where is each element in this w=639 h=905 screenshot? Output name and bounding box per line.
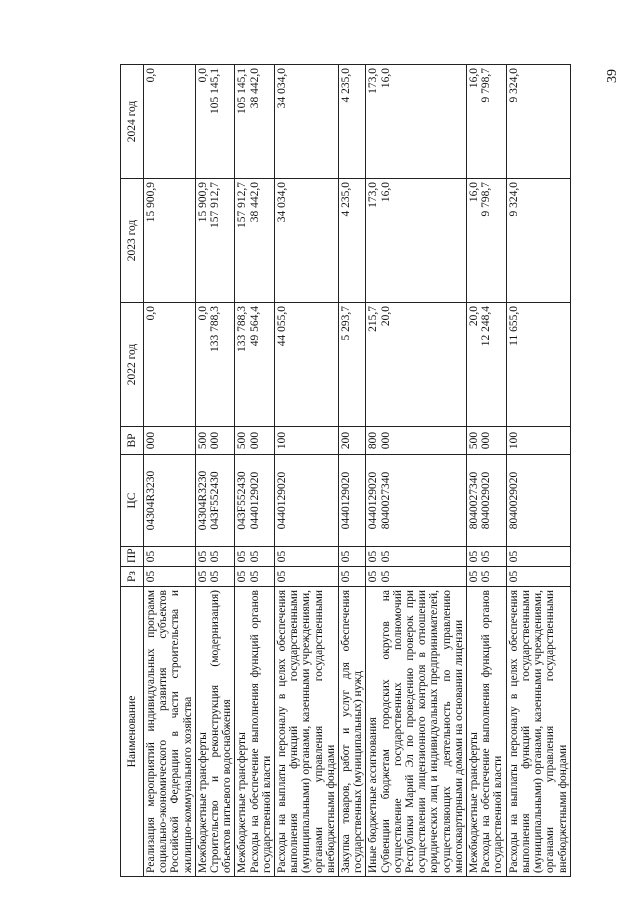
row-rz (195, 567, 235, 587)
row-name (275, 587, 339, 877)
row-2024 (195, 65, 235, 179)
row-name-line: Расходы на выплаты персоналу в целях обеспечения выполнения функций государственными (муниципальными) органами, казенными учреждениями, органами управления государственными внебюджетными фондами (507, 590, 569, 873)
row-2023 (144, 179, 196, 303)
row-vr (506, 427, 570, 455)
row-2023-line: 16,0 (468, 182, 481, 203)
row-cs (366, 455, 467, 547)
row-2023-line: 157 912,7 (236, 182, 249, 228)
row-2022-line: 215,7 (367, 306, 380, 332)
row-name-line: Расходы на выплаты персоналу в целях обеспечения выполнения функций государственными (муниципальными) органами, казенными учреждениями, органами управления государственными внебюджетными фондами (276, 590, 337, 873)
row-vr-line: 000 (209, 431, 222, 450)
row-pr (195, 547, 235, 567)
row-vr-line: 500 (196, 431, 209, 450)
row-2023 (506, 179, 570, 303)
row-2024 (275, 65, 339, 179)
row-2022-line: 133 788,3 (236, 306, 249, 352)
row-pr (467, 547, 507, 567)
row-cs-line: 043F552430 (209, 471, 222, 530)
row-cs-line: 04304R3230 (196, 470, 209, 531)
row-vr-line: 000 (248, 431, 261, 450)
table-row (366, 65, 467, 877)
row-vr (339, 427, 366, 455)
row-cs-line: 8040029020 (507, 471, 520, 530)
row-2024-line: 105 145,1 (209, 68, 222, 114)
row-rz-line: 05 (340, 570, 353, 583)
row-vr (467, 427, 507, 455)
table-header-row (121, 65, 144, 877)
budget-table (120, 64, 571, 877)
row-name (195, 587, 235, 877)
row-2023 (275, 179, 339, 303)
row-pr-line: 05 (480, 550, 493, 563)
row-2024-line: 38 442,0 (248, 68, 261, 109)
table-row (339, 65, 366, 877)
row-cs (275, 455, 339, 547)
row-cs-line: 0440129020 (276, 471, 289, 530)
row-name (339, 587, 366, 877)
row-pr-line: 05 (507, 550, 520, 563)
row-pr-line: 05 (145, 550, 157, 563)
row-2022 (366, 303, 467, 427)
row-2022-line: 5 293,7 (340, 306, 353, 341)
row-2023-line: 15 900,9 (145, 182, 157, 223)
row-vr-line: 000 (480, 431, 493, 450)
row-2022-line: 0,0 (196, 306, 209, 321)
row-rz-line: 05 (379, 570, 392, 583)
row-vr-line: 100 (276, 431, 289, 450)
row-2024-line: 9 798,7 (480, 68, 493, 103)
header-rz: Рз (121, 567, 144, 587)
row-name-line: Закупка товаров, работ и услуг для обеспечения государственных (муниципальных) нужд (340, 590, 365, 873)
table-row (506, 65, 570, 877)
row-rz-line: 05 (209, 570, 222, 583)
row-cs-line: 0440129020 (248, 471, 261, 530)
header-2022: 2022 год (121, 303, 144, 427)
row-2022-line: 133 788,3 (209, 306, 222, 352)
page-number: 39 (605, 69, 620, 83)
row-cs (235, 455, 275, 547)
row-rz (235, 567, 275, 587)
row-name-line: Расходы на обеспечение выполнения функций органов государственной власти (248, 590, 273, 873)
header-2024: 2024 год (121, 65, 144, 179)
row-rz (467, 567, 507, 587)
row-rz-line: 05 (236, 570, 249, 583)
row-cs-line: 0440129020 (367, 471, 380, 530)
row-2023-line: 9 798,7 (480, 182, 493, 217)
header-2023: 2023 год (121, 179, 144, 303)
row-2023-line: 16,0 (379, 182, 392, 203)
row-2023 (366, 179, 467, 303)
row-2024 (144, 65, 196, 179)
row-vr (195, 427, 235, 455)
row-rz (366, 567, 467, 587)
row-2023-line: 173,0 (367, 182, 380, 208)
row-pr-line: 05 (196, 550, 209, 563)
row-name-line: Иные бюджетные ассигнования (367, 717, 380, 873)
row-rz-line: 05 (468, 570, 481, 583)
row-rz-line: 05 (248, 570, 261, 583)
row-2024 (235, 65, 275, 179)
row-vr-line: 000 (145, 431, 157, 450)
row-2024-line: 105 145,1 (236, 68, 249, 114)
table-row (235, 65, 275, 877)
row-2022 (467, 303, 507, 427)
row-name (366, 587, 467, 877)
row-2022-line: 20,0 (468, 306, 481, 327)
row-2022 (195, 303, 235, 427)
table-row (275, 65, 339, 877)
row-pr-line: 05 (248, 550, 261, 563)
row-name (506, 587, 570, 877)
row-name-line: Расходы на обеспечение выполнения функций органов государственной власти (480, 590, 505, 873)
row-2023-line: 34 034,0 (276, 182, 289, 223)
row-cs (339, 455, 366, 547)
row-2024-line: 16,0 (379, 68, 392, 89)
row-pr-line: 05 (209, 550, 222, 563)
row-pr-line: 05 (276, 550, 289, 563)
row-pr-line: 05 (379, 550, 392, 563)
row-vr-line: 500 (468, 431, 481, 450)
row-vr-line: 800 (367, 431, 380, 450)
row-cs (467, 455, 507, 547)
row-rz (144, 567, 196, 587)
row-vr-line: 500 (236, 431, 249, 450)
row-name (235, 587, 275, 877)
header-pr: ПР (121, 547, 144, 567)
row-name-line: Межбюджетные трансферты (236, 732, 249, 873)
row-pr (506, 547, 570, 567)
row-vr-line: 000 (379, 431, 392, 450)
row-pr (275, 547, 339, 567)
row-cs (195, 455, 235, 547)
row-2023-line: 38 442,0 (248, 182, 261, 223)
rotated-table-container (120, 65, 616, 877)
row-vr (366, 427, 467, 455)
row-vr (275, 427, 339, 455)
row-name-line: Межбюджетные трансферты (468, 732, 481, 873)
row-2024 (339, 65, 366, 179)
row-rz-line: 05 (196, 570, 209, 583)
row-2023 (235, 179, 275, 303)
header-vr: ВР (121, 427, 144, 455)
row-name-line: Межбюджетные трансферты (196, 732, 209, 873)
row-2023-line: 15 900,9 (196, 182, 209, 223)
row-rz (506, 567, 570, 587)
row-2022 (275, 303, 339, 427)
row-2024 (467, 65, 507, 179)
row-vr-line: 200 (340, 431, 353, 450)
row-2024 (506, 65, 570, 179)
row-cs-line: 8040029020 (480, 471, 493, 530)
row-pr (235, 547, 275, 567)
row-name-line: Реализация мероприятий индивидуальных программ социально-экономического развития субъектов Российской Федерации в части строительства и жилищно-коммунального хозяйства (145, 590, 194, 873)
row-pr-line: 05 (468, 550, 481, 563)
row-cs-line: 8040027340 (379, 471, 392, 530)
row-pr (339, 547, 366, 567)
row-2024-line: 34 034,0 (276, 68, 289, 109)
row-2024-line: 0,0 (196, 68, 209, 83)
header-name: Наименование (121, 587, 144, 877)
row-2023-line: 4 235,0 (340, 182, 353, 217)
row-vr (235, 427, 275, 455)
row-rz (339, 567, 366, 587)
table-row (144, 65, 196, 877)
row-vr (144, 427, 196, 455)
row-pr (366, 547, 467, 567)
row-pr-line: 05 (367, 550, 380, 563)
row-2022-line: 20,0 (379, 306, 392, 327)
row-2022-line: 12 248,4 (480, 306, 493, 347)
row-2024-line: 16,0 (468, 68, 481, 89)
row-rz-line: 05 (276, 570, 289, 583)
table-row (467, 65, 507, 877)
row-cs (506, 455, 570, 547)
row-cs-line: 8040027340 (468, 471, 481, 530)
row-2023 (339, 179, 366, 303)
row-rz-line: 05 (367, 570, 380, 583)
row-cs-line: 0440129020 (340, 471, 353, 530)
row-name (467, 587, 507, 877)
row-name (144, 587, 196, 877)
row-rz-line: 05 (480, 570, 493, 583)
row-rz (275, 567, 339, 587)
row-2024-line: 0,0 (145, 68, 157, 83)
row-pr-line: 05 (340, 550, 353, 563)
row-2023-line: 9 324,0 (507, 182, 520, 217)
header-cs: ЦС (121, 455, 144, 547)
row-2022 (235, 303, 275, 427)
row-cs-line: 043F552430 (236, 471, 249, 530)
row-cs-line: 04304R3230 (145, 470, 157, 531)
row-vr-line: 100 (507, 431, 520, 450)
row-2022-line: 11 655,0 (507, 306, 520, 346)
row-2022-line: 44 055,0 (276, 306, 289, 347)
table-body (144, 65, 571, 877)
row-2023 (195, 179, 235, 303)
row-rz-line: 05 (507, 570, 520, 583)
row-2022 (339, 303, 366, 427)
table-row (195, 65, 235, 877)
row-name-line: Субвенции бюджетам городских округов на осуществление государственных полномочий Республики Марий Эл по проведению проверок при осуществлении лицензионного контроля в отношении юридических лиц и индивидуальных предпринимателей, осуществляющих деятельность по управлению многоквартирными домами на основании лицензии (379, 590, 465, 873)
row-name-line: Строительство и реконструкция (модернизация) объектов питьевого водоснабжения (209, 590, 234, 873)
row-pr-line: 05 (236, 550, 249, 563)
row-2024 (366, 65, 467, 179)
row-cs (144, 455, 196, 547)
row-rz-line: 05 (145, 570, 157, 583)
row-2022-line: 0,0 (145, 306, 157, 321)
row-2024-line: 173,0 (367, 68, 380, 94)
row-2023 (467, 179, 507, 303)
row-2022 (506, 303, 570, 427)
row-pr (144, 547, 196, 567)
row-2024-line: 4 235,0 (340, 68, 353, 103)
row-2023-line: 157 912,7 (209, 182, 222, 228)
row-2022 (144, 303, 196, 427)
row-2024-line: 9 324,0 (507, 68, 520, 103)
row-2022-line: 49 564,4 (248, 306, 261, 347)
